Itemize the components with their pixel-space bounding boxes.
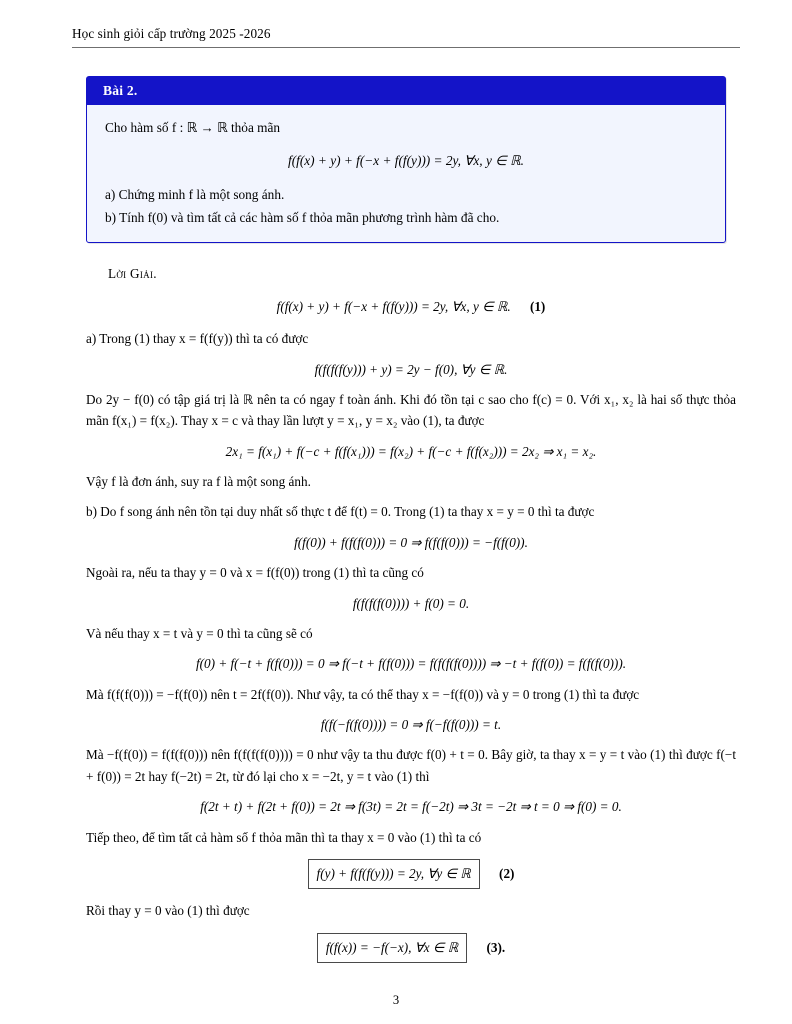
equation-2-tag: (2) [499, 865, 515, 881]
solution-a-paragraph-2: Vậy f là đơn ánh, suy ra f là một song ánh. [86, 474, 311, 490]
solution-section [86, 263, 736, 963]
solution-a-equation-1: f(f(f(f(y))) + y) = 2y − f(0), ∀y ∈ ℝ. [314, 361, 508, 377]
solution-a-intro: a) Trong (1) thay x = f(f(y)) thì ta có được [86, 331, 309, 347]
problem-title: Bài 2. [87, 77, 725, 105]
equation-2-row [86, 859, 736, 889]
page-header: Học sinh giỏi cấp trường 2025 -2026 [72, 26, 271, 41]
solution-b-paragraph-5: Mà −f(f(0)) = f(f(f(0))) nên f(f(f(f(0)))) = 0 như vậy ta thu được f(0) + t = 0. Bây giờ, ta thay x = y = t vào (1) thì được f(−t + f(0)) = 2t hay f(−2t) = 2t, từ đó lại cho x = −2t, y = t vào (1) thì [86, 747, 736, 784]
solution-b-paragraph-3: Và nếu thay x = t và y = 0 thì ta cũng sẽ có [86, 625, 313, 641]
solution-b-paragraph-4: Mà f(f(f(0))) = −f(f(0)) nên t = 2f(f(0)). Như vậy, ta có thể thay x = −f(f(0)) và y = 0 trong (1) thì ta được [86, 686, 640, 702]
solution-b-equation-5: f(2t + t) + f(2t + f(0)) = 2t ⇒ f(3t) = 2t = f(−2t) ⇒ 3t = −2t ⇒ t = 0 ⇒ f(0) = 0. [200, 799, 622, 815]
solution-b-paragraph-6: Tiếp theo, để tìm tất cả hàm số f thỏa mãn thì ta thay x = 0 vào (1) thì ta có [86, 829, 482, 845]
equation-1-row [86, 296, 736, 317]
page-number: 3 [392, 993, 400, 1007]
solution-b-paragraph-7: Rồi thay y = 0 vào (1) thì được [86, 903, 250, 919]
header-divider [72, 47, 740, 48]
problem-box [86, 76, 726, 243]
solution-b-paragraph-2: Ngoài ra, nếu ta thay y = 0 và x = f(f(0)) trong (1) thì ta cũng có [86, 565, 424, 581]
equation-3-row [86, 933, 736, 963]
solution-b-equation-2: f(f(f(f(0)))) + f(0) = 0. [352, 595, 470, 611]
equation-3: f(f(x)) = −f(−x), ∀x ∈ ℝ [317, 933, 467, 963]
equation-1-tag: (1) [529, 298, 546, 314]
problem-intro: Cho hàm số f : ℝ → ℝ thỏa mãn [105, 120, 281, 135]
equation-1: f(f(x) + y) + f(−x + f(f(y))) = 2y, ∀x, y ∈ ℝ. [276, 298, 511, 314]
problem-equation: f(f(x) + y) + f(−x + f(f(y))) = 2y, ∀x, y ∈ ℝ. [288, 152, 524, 168]
problem-body [87, 105, 725, 242]
solution-a-equation-2: 2x₁ = f(x₁) + f(−c + f(f(x₁))) = f(x₂) + f(−c + f(f(x₂))) = 2x₂ ⇒ x₁ = x₂. [225, 443, 597, 459]
solution-a-paragraph-1: Do 2y − f(0) có tập giá trị là ℝ nên ta có ngay f toàn ánh. Khi đó tồn tại c sao cho f(c) = 0. Với x₁, x₂ là hai số thực thỏa mãn f(x₁) = f(x₂). Thay x = c và thay lần lượt y = x₁, y = x₂ vào (1), ta được [86, 391, 736, 429]
problem-part-b: b) Tính f(0) và tìm tất cả các hàm số f thỏa mãn phương trình hàm đã cho. [105, 209, 500, 225]
solution-label: Lời Giải. [108, 266, 157, 282]
problem-part-a: a) Chứng minh f là một song ánh. [105, 187, 285, 203]
solution-b-paragraph-1: b) Do f song ánh nên tồn tại duy nhất số thực t để f(t) = 0. Trong (1) ta thay x = y = 0 thì ta được [86, 504, 595, 520]
equation-2: f(y) + f(f(f(y))) = 2y, ∀y ∈ ℝ [308, 859, 480, 889]
equation-3-tag: (3). [486, 939, 506, 955]
solution-b-equation-1: f(f(0)) + f(f(f(0))) = 0 ⇒ f(f(f(0))) = −f(f(0)). [294, 534, 528, 550]
solution-b-equation-4: f(f(−f(f(0)))) = 0 ⇒ f(−f(f(0))) = t. [320, 717, 502, 733]
solution-b-equation-3: f(0) + f(−t + f(f(0))) = 0 ⇒ f(−t + f(f(0))) = f(f(f(f(0)))) ⇒ −t + f(f(0)) = f(f(f(0))). [195, 656, 627, 672]
